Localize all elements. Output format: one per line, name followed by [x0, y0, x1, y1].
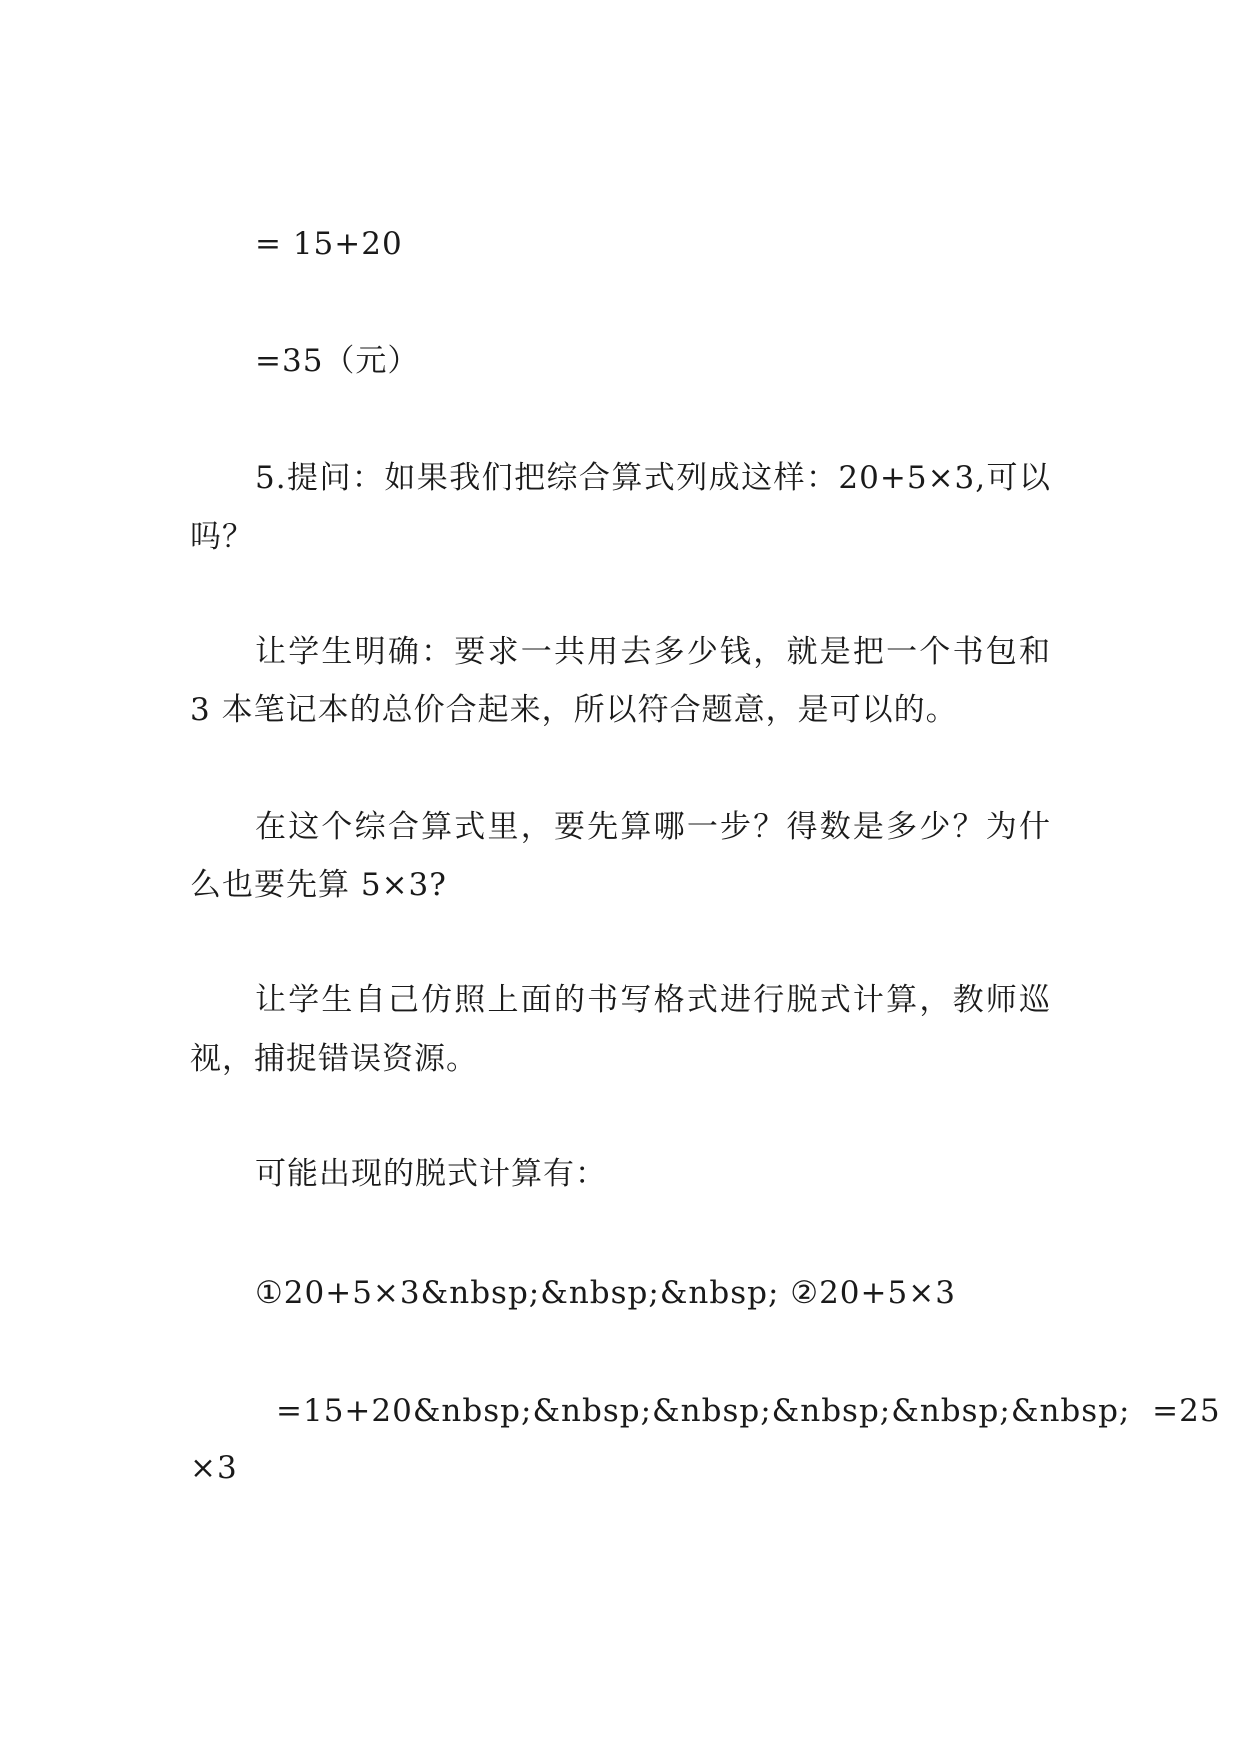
calc-steps-line: ×3 [190, 1450, 238, 1486]
paragraph-line: 让学生明确：要求一共用去多少钱，就是把一个书包和 [255, 634, 1051, 670]
paragraph-line: 3 本笔记本的总价合起来，所以符合题意，是可以的。 [190, 692, 958, 728]
paragraph-line: 5.提问：如果我们把综合算式列成这样：20+5×3,可以 [255, 460, 1051, 496]
paragraph-line: 么也要先算 5×3? [190, 867, 447, 903]
paragraph-line: 让学生自己仿照上面的书写格式进行脱式计算，教师巡 [255, 982, 1051, 1018]
calc-step-line: = 15+20 [255, 226, 403, 262]
calc-result-line: =35（元） [255, 343, 420, 379]
paragraph-line: 在这个综合算式里，要先算哪一步？得数是多少？为什 [255, 809, 1051, 845]
paragraph-line: 视，捕捉错误资源。 [190, 1041, 478, 1077]
paragraph-possible-calcs: 可能出现的脱式计算有： [255, 1156, 607, 1192]
paragraph-line: 吗？ [190, 519, 254, 555]
calc-steps-line: =15+20&nbsp;&nbsp;&nbsp;&nbsp;&nbsp;&nbsp; =25 [276, 1393, 1221, 1429]
calc-options-line: ①20+5×3&nbsp;&nbsp;&nbsp; ②20+5×3 [255, 1275, 956, 1311]
